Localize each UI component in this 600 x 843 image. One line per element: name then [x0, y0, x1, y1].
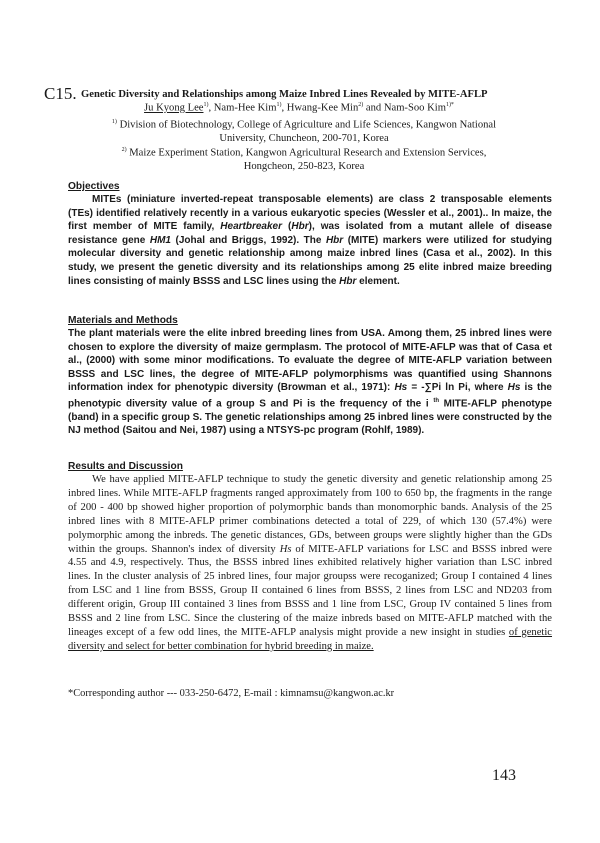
hs-term: Hs — [507, 382, 521, 394]
author-4: and Nam-Soo Kim — [363, 102, 446, 114]
results-text-1: We have applied MITE-AFLP technique to study the genetic diversity and genetic relationship among 25 inbred lines. While MITE-AFLP fragments ranged approximately from 100 to 650 bp, the fragments in the range of 200 - 400 bp showed higher proportion of polymorphic bands than monomorphic bands. Analysis of the 25 inbred lines with 8 MITE-AFLP primer combinations detected a total of 229, of which 130 (57.4%) were polymorphic among the inbreds. The genetic distances, GDs, between groups were slightly higher than the GDs within the groups. Shannon's index of diversity — [68, 474, 552, 555]
methods-paragraph — [68, 327, 552, 438]
methods-text-1: The plant materials were the elite inbred breeding lines from USA. Among them, 25 inbred lines were chosen to explore the diversity of maize germplasm. The protocol of MITE-AFLP was that of Casa et al., (2000) with some minor modifications. To evaluate the degree of MITE-AFLP variation between BSSS and LSC lines, the degree of MITE-AFLP polymorphisms was quantified using Shannons information index for phenotypic diversity (Browman et al., 1971): — [68, 328, 552, 394]
results-text-3: of genetic diversity and select for better combination for hybrid breeding in maize. — [68, 626, 553, 652]
methods-text-3: is the phenotypic diversity value of a group S and Pi is the frequency of the i — [68, 382, 552, 410]
hbr-term: Hbr — [325, 234, 344, 246]
affiliation-1-sup: 1) — [111, 119, 117, 125]
abstract-code: C15. — [44, 84, 77, 103]
affiliation-2-line2: Hongcheon, 250-823, Korea — [243, 161, 365, 173]
paper-title: Genetic Diversity and Relationships among Maize Inbred Lines Revealed by MITE-AFLP — [81, 89, 488, 100]
affiliation-2-line1: Maize Experiment Station, Kangwon Agricultural Research and Extension Services, — [129, 147, 487, 159]
hbr-term: Hbr — [291, 221, 309, 233]
affiliation-2-sup: 2) — [121, 147, 127, 153]
methods-section — [68, 314, 552, 438]
results-heading: Results and Discussion — [68, 461, 183, 472]
methods-text-2: = -∑Pi ln Pi, where — [407, 382, 508, 394]
author-3: , Hwang-Kee Min — [281, 102, 359, 114]
affiliation-1-line1: Division of Biotechnology, College of Agriculture and Life Sciences, Kangwon National — [119, 119, 497, 131]
affiliation-1-line2: University, Chuncheon, 200-701, Korea — [219, 133, 389, 145]
author-list — [104, 102, 494, 114]
objectives-text-5: (MITE) markers were utilized for studying molecular diversity and genetic relationship among maize inbred lines (Casa et al., 2002). In this study, we present the genetic diversity and its relationships among 25 elite inbred maize breeding lines consisting of mainly BSSS and LSC lines using the — [68, 234, 553, 287]
hbr-term: Hbr — [339, 275, 357, 287]
th-superscript: th — [433, 397, 439, 404]
author-4-sup: 1)* — [445, 102, 454, 108]
methods-text-4: MITE-AFLP phenotype (band) in a specific group S. The genetic relationships among 25 inbred lines were constructed by the NJ method (Saitou and Nei, 1987) using a NTSYS-pc program (Rohlf, 1989). — [68, 398, 552, 437]
hm1-term: HM1 — [149, 234, 171, 246]
page-number: 143 — [492, 767, 516, 784]
author-2-sup: 1) — [276, 102, 282, 108]
heartbreaker-term: Heartbreaker — [220, 221, 282, 233]
objectives-text-4: (Johal and Briggs, 1992). The — [171, 234, 326, 246]
results-section — [68, 460, 552, 654]
objectives-heading: Objectives — [68, 181, 120, 192]
objectives-text-3: ), was isolated from a mutant allele of disease resistance gene — [68, 221, 553, 246]
methods-heading: Materials and Methods — [68, 315, 178, 326]
results-text-2: of MITE-AFLP variations for LSC and BSSS inbred were 4.55 and 4.9, respectively. Thus, the BSSS inbred lines exhibited relatively higher variation than LSC inbred lines. In the cluster analysis of 25 inbred lines, four major groupss were recoganized; Group I contained 4 lines from LSC and 1 line from BSSS, Group II contained 6 lines from BSSS, 2 lines from LSC and ND203 from different origin, Group III contained 3 lines from BSSS and 1 line from LSC, Group IV contained 5 lines from BSSS and 2 line from LSC. Since the clustering of the maize inbreds based on MITE-AFLP matched with the lineages except of a few odd lines, the MITE-AFLP analysis might provide a new insight in studies — [68, 543, 552, 638]
objectives-text-1: MITEs (miniature inverted-repeat transposable elements) are class 2 transposable elements (TEs) identified relatively recently in a various eukaryotic species (Wessler et al., 2001).. In maize, the first member of MITE family, — [68, 194, 552, 233]
author-1: Ju Kyong Lee — [144, 102, 204, 114]
affiliation-2 — [104, 144, 504, 174]
objectives-section — [68, 180, 552, 288]
results-paragraph — [68, 473, 552, 654]
affiliation-1 — [104, 116, 504, 146]
author-1-sup: 1) — [203, 102, 209, 108]
corresponding-author-footnote: *Corresponding author --- 033-250-6472, E-mail : kimnamsu@kangwon.ac.kr — [68, 688, 395, 699]
objectives-paragraph — [68, 193, 552, 288]
hs-term: Hs — [394, 382, 408, 394]
hs-term: Hs — [279, 543, 292, 555]
objectives-text-6: element. — [356, 275, 400, 287]
author-3-sup: 2) — [358, 102, 364, 108]
author-2: , Nam-Hee Kim — [208, 102, 277, 114]
objectives-text-2: ( — [282, 221, 292, 233]
